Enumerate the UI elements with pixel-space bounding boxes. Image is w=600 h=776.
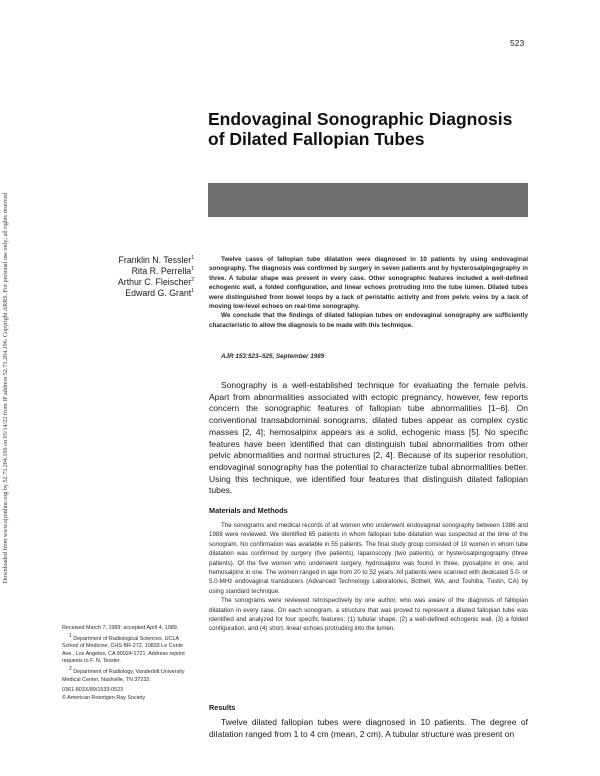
author: Franklin N. Tessler$^1$	[118, 255, 194, 265]
page-number: 523	[510, 38, 525, 48]
abstract-paragraph: We conclude that the findings of dilated fallopian tubes on endovaginal sonography are sufficiently characteristic to allow the diagnosis to be made with this technique.	[209, 312, 528, 329]
section-heading-methods: Materials and Methods	[209, 506, 288, 515]
introduction-paragraph: Sonography is a well-established technique for evaluating the female pelvis. Apart from abnormalities associated with ectopic pregnancy, however, few reports concern the sonographic features of fallopian tube abnormalities [1–6]. On conventional transabdominal sonograms, dilated tubes appear as complex cystic masses [2, 4]; hemosalpinx appears as a solid, echogenic mass [5]. No specific features have been identified that can distinguish tubal abnormalities from other pelvic abnormalities and normal structures [2, 4]. Because of its superior resolution, endovaginal sonography has the potential to characterize tubal abnormalities better. Using this technique, we identified four features that distinguish dilated fallopian tubes.	[209, 380, 528, 496]
affiliation-note: $^2$ Department of Radiology, Vanderbilt University Medical Center, Nashville, TN 37232.	[62, 666, 185, 683]
author-list	[118, 255, 194, 299]
results-paragraph: Twelve dilated fallopian tubes were diagnosed in 10 patients. The degree of dilatation ranged from 1 to 4 cm (mean, 2 cm). A tubular structure was present on	[209, 717, 528, 739]
abstract	[209, 255, 528, 330]
author: Arthur C. Fleischer$^2$	[117, 277, 194, 287]
title-band	[208, 183, 528, 217]
journal-citation: AJR 153:523–525, September 1989	[221, 353, 325, 360]
download-notice-margin	[0, 0, 12, 776]
affiliation-note: $^1$ Department of Radiological Sciences, UCLA School of Medicine, CHS BR-272, 10833 Le Conte Ave., Los Angeles, CA 90024-1721. Address reprint requests to F. N. Tessler.	[62, 632, 185, 665]
issn-note: 0361-803X/89/1533-0523	[62, 687, 124, 694]
copyright-note: © American Roentgen Ray Society	[62, 694, 146, 701]
methods-paragraph: The sonograms and medical records of all women who underwent endovaginal sonography between 1986 and 1988 were reviewed. We identified 65 patients in whom fallopian tube dilatation was suspected at the time of the sonogram. No confirmation was available in 55 patients. The final study group consisted of 10 women in whom tube dilatation was confirmed by surgery (five patients), laparoscopy (two patients), or hysterosalpingography (three patients). Of the five women who underwent surgery, hydrosalpinx was found in three, pyosalpinx in one, and hemosalpinx in one. The women ranged in age from 20 to 52 years. All patients were scanned with dedicated 5.0- or 5.0-MHz endovaginal transducers (Advanced Technology Laboratories, Bothell, WA, and Toshiba, Tustin, CA) by using standard technique.	[209, 522, 528, 595]
author: Edward G. Grant$^1$	[125, 288, 194, 298]
section-heading-results: Results	[209, 703, 236, 712]
methods-section	[209, 521, 528, 634]
download-notice: Downloaded from www.ajronline.org by 52.73.204.196 on 05/14/22 from IP address 52.73.204.196. Copyright ARRS. For personal use only; all rights reserved	[3, 192, 9, 584]
received-note: Received March 7, 1989; accepted April 4, 1989.	[62, 625, 179, 631]
methods-paragraph: The sonograms were reviewed retrospectively by one author, who was aware of the diagnosis of fallopian dilatation in every case. On each sonogram, a structure that was proved to represent a dilated fallopian tube was identified and analyzed for four specific features: (1) tubular shape, (2) a well-defined echogenic wall, (3) a folded configuration, and (4) short, linear echoes protruding into the lumen.	[209, 597, 528, 633]
footnotes	[62, 625, 194, 702]
author: Rita R. Perrella$^1$	[131, 266, 194, 276]
article-title: Endovaginal Sonographic Diagnosis of Dilated Fallopian Tubes	[208, 109, 513, 149]
abstract-paragraph: Twelve cases of fallopian tube dilatation were diagnosed in 10 patients by using endovaginal sonography. The diagnosis was confirmed by surgery in seven patients and by hysterosalpingography in three. A tubular shape was present in every case. Other sonographic features included a well-defined echogenic wall, a folded configuration, and linear echoes protruding into the tube lumen. Dilated tubes were distinguished from bowel loops by a lack of peristaltic activity and from pelvic veins by a lack of moving low-level echoes on real-time sonography.	[209, 256, 528, 311]
